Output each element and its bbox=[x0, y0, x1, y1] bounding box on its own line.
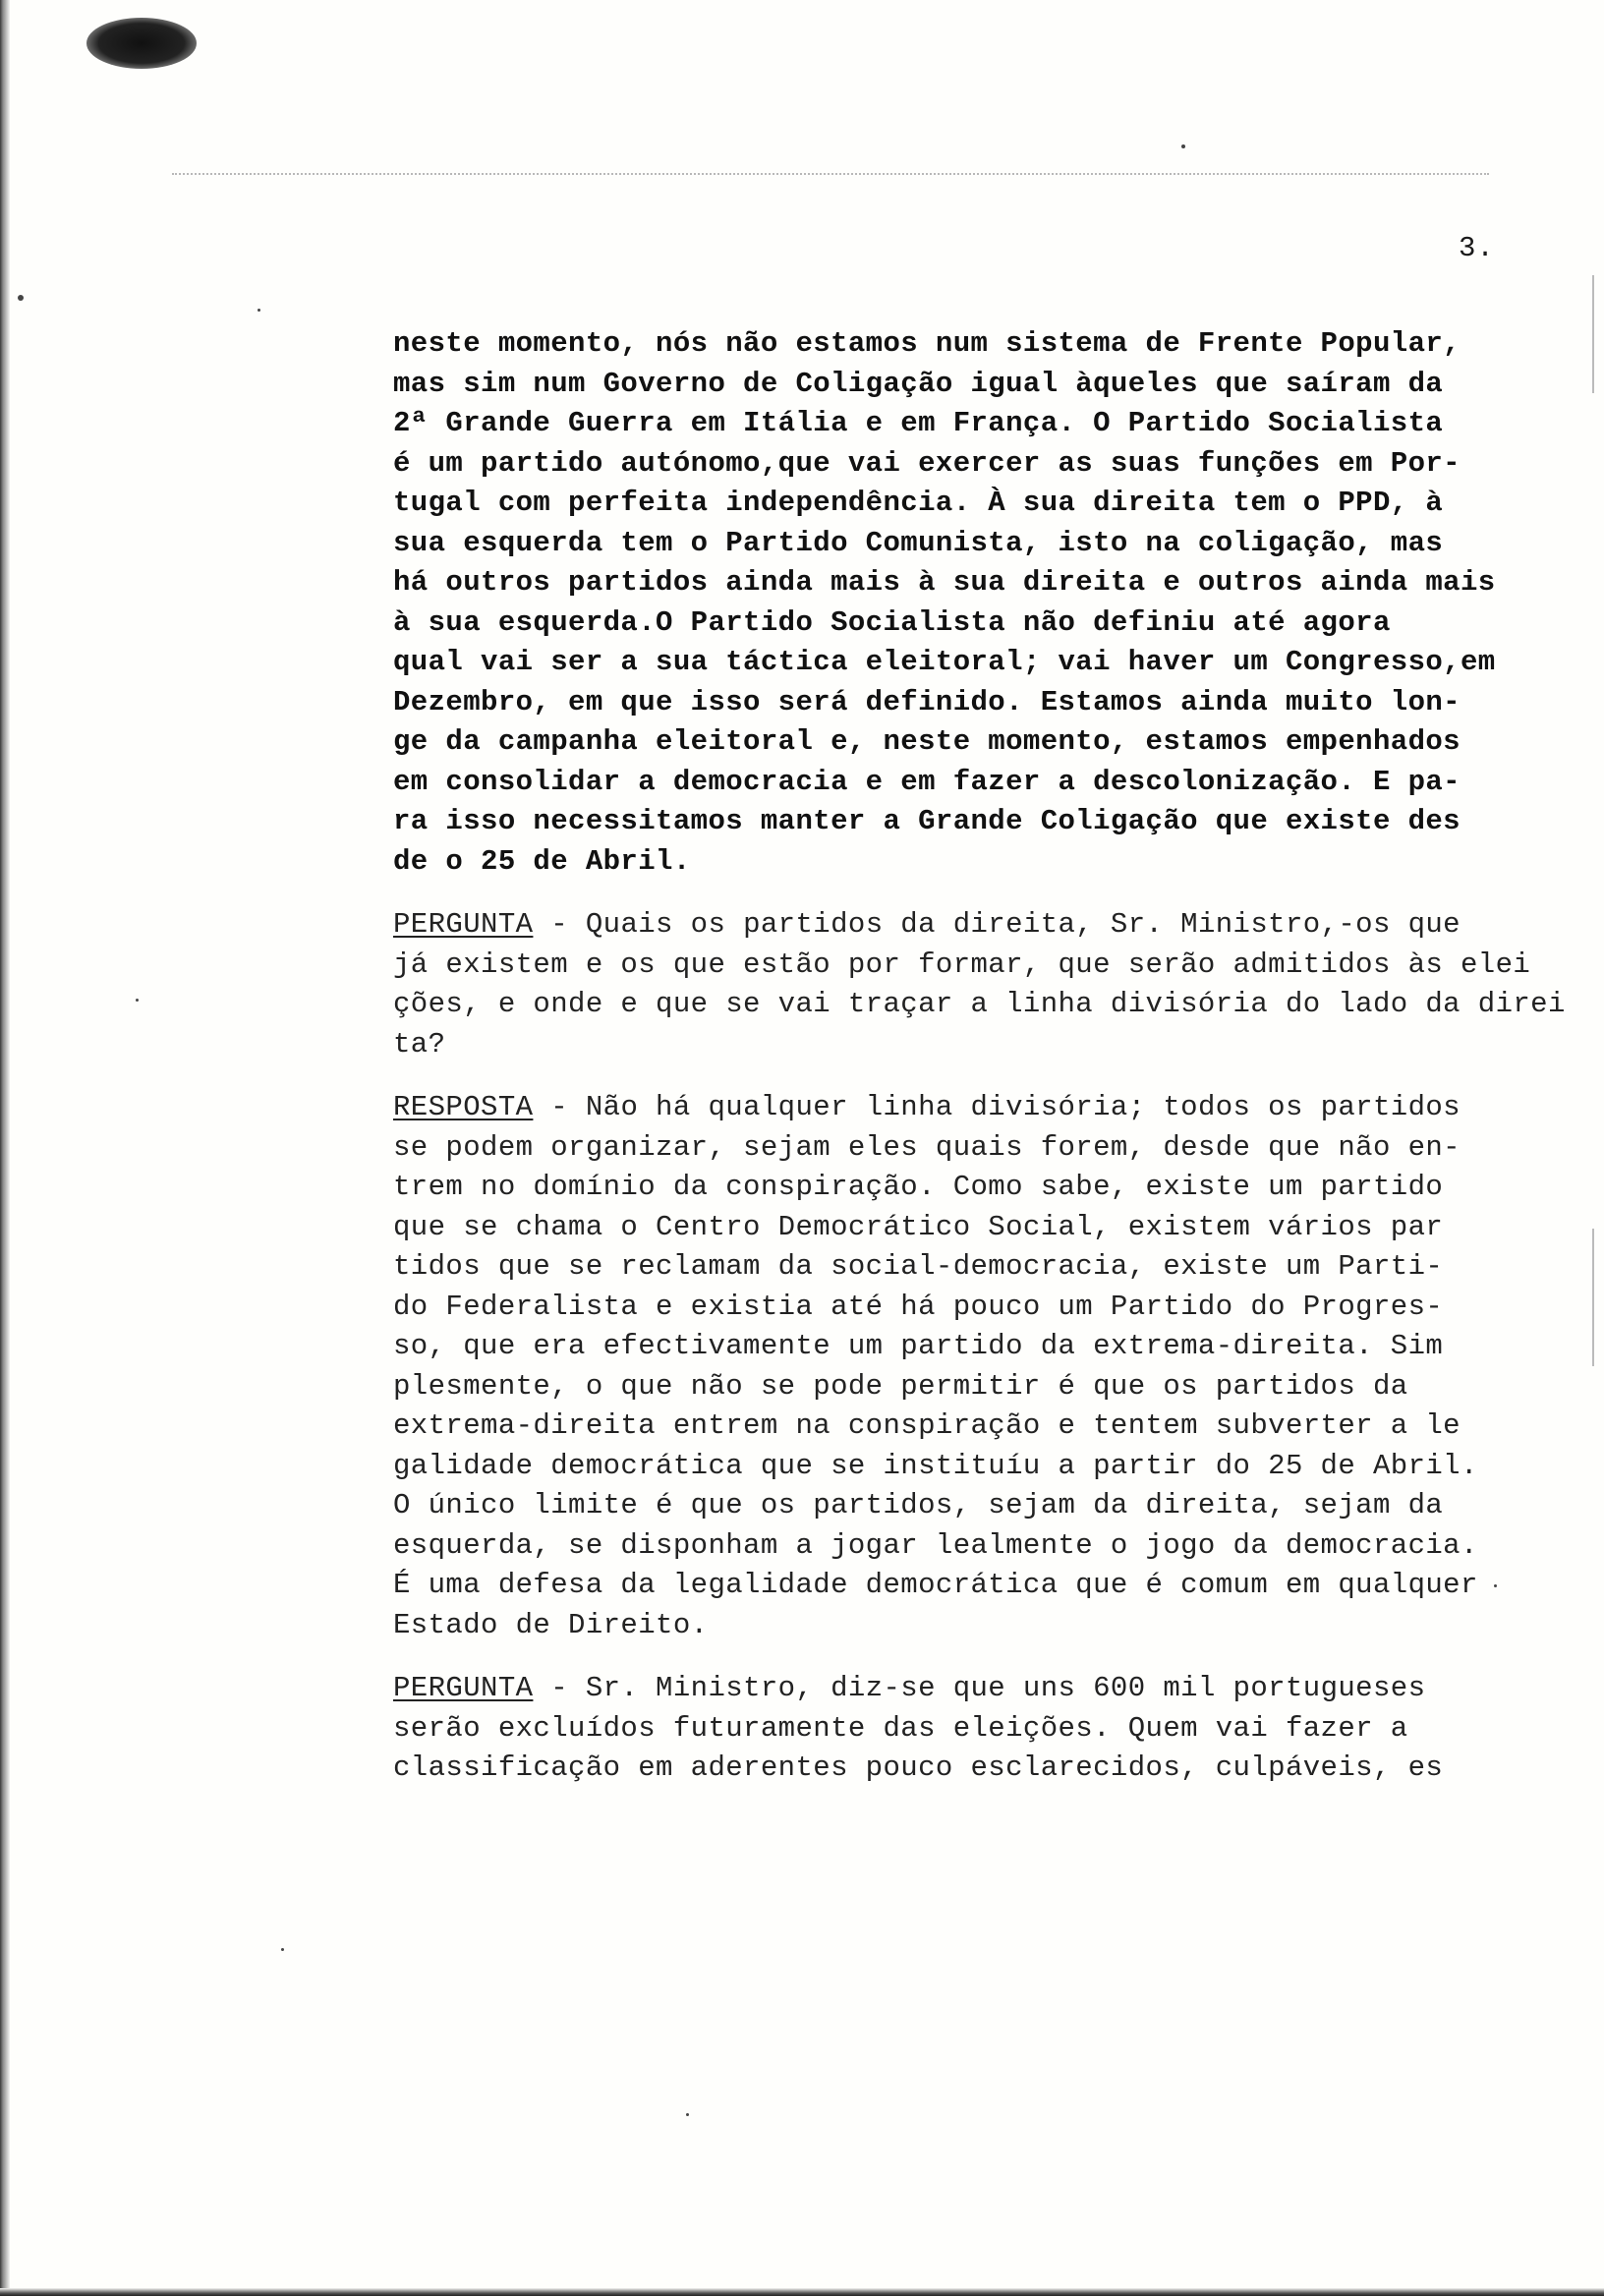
faint-rule bbox=[172, 173, 1489, 175]
text-line bbox=[393, 524, 1504, 564]
speaker-label: RESPOSTA bbox=[393, 1091, 534, 1123]
text-line bbox=[393, 324, 1504, 365]
paragraph bbox=[393, 1088, 1504, 1645]
text-line bbox=[393, 404, 1504, 444]
scan-edge-bottom bbox=[0, 2288, 1604, 2296]
line-text: ções, e onde e que se vai traçar a linha divisória do lado da direi bbox=[393, 988, 1566, 1020]
line-text: - Quais os partidos da direita, Sr. Ministro,-os que bbox=[533, 908, 1461, 941]
text-line bbox=[393, 1168, 1504, 1208]
text-line bbox=[393, 643, 1504, 683]
line-text: Estado de Direito. bbox=[393, 1608, 709, 1641]
speaker-label: PERGUNTA bbox=[393, 908, 534, 941]
line-text: em consolidar a democracia e em fazer a descolonização. E pa- bbox=[393, 765, 1461, 798]
line-text: ge da campanha eleitoral e, neste momento, estamos empenhados bbox=[393, 725, 1461, 758]
text-line bbox=[393, 946, 1531, 986]
text-line bbox=[393, 1447, 1504, 1487]
line-text: sua esquerda tem o Partido Comunista, isto na coligação, mas bbox=[393, 526, 1444, 559]
line-text: de o 25 de Abril. bbox=[393, 844, 691, 878]
text-line bbox=[393, 1566, 1504, 1606]
scan-mark-right bbox=[1592, 275, 1594, 393]
scan-edge-left bbox=[0, 0, 10, 2296]
line-text: mas sim num Governo de Coligação igual àqueles que saíram da bbox=[393, 367, 1444, 400]
line-text: esquerda, se disponham a jogar lealmente o jogo da democracia. bbox=[393, 1528, 1478, 1562]
line-text: já existem e os que estão por formar, que serão admitidos às elei bbox=[393, 947, 1531, 981]
text-line bbox=[393, 365, 1504, 405]
ink-speck bbox=[136, 999, 139, 1002]
line-text: qual vai ser a sua táctica eleitoral; vai haver um Congresso,em bbox=[393, 646, 1496, 678]
text-line bbox=[393, 1327, 1504, 1367]
text-line bbox=[393, 603, 1504, 644]
text-line bbox=[393, 1669, 1504, 1709]
line-text: trem no domínio da conspiração. Como sabe, existe um partido bbox=[393, 1171, 1444, 1203]
text-line bbox=[393, 683, 1504, 723]
text-line bbox=[393, 1128, 1504, 1169]
speaker-label: PERGUNTA bbox=[393, 1672, 534, 1704]
text-line bbox=[393, 563, 1504, 603]
ink-speck bbox=[281, 1948, 284, 1951]
line-text: - Sr. Ministro, diz-se que uns 600 mil portugueses bbox=[533, 1672, 1426, 1704]
paragraph bbox=[393, 1669, 1504, 1789]
text-line bbox=[393, 1025, 1504, 1065]
text-line bbox=[393, 1709, 1504, 1750]
text-line bbox=[393, 1208, 1504, 1248]
line-text: ta? bbox=[393, 1027, 446, 1061]
line-text: ra isso necessitamos manter a Grande Coligação que existe des bbox=[393, 805, 1461, 837]
scan-mark-right bbox=[1592, 1229, 1594, 1366]
line-text: classificação em aderentes pouco esclarecidos, culpáveis, es bbox=[393, 1751, 1444, 1784]
text-line bbox=[393, 802, 1504, 842]
paragraph bbox=[393, 324, 1504, 882]
ink-speck bbox=[18, 295, 24, 301]
text-line bbox=[393, 1486, 1504, 1526]
line-text: é um partido autónomo,que vai exercer as suas funções em Por- bbox=[393, 446, 1461, 480]
line-text: tugal com perfeita independência. À sua direita tem o PPD, à bbox=[393, 487, 1444, 519]
body-text bbox=[393, 324, 1566, 1812]
paragraph bbox=[393, 905, 1566, 1064]
text-line bbox=[393, 1088, 1504, 1128]
line-text: que se chama o Centro Democrático Social, existem vários par bbox=[393, 1210, 1444, 1243]
line-text: à sua esquerda.O Partido Socialista não definiu até agora bbox=[393, 605, 1391, 639]
line-text: do Federalista e existia até há pouco um Partido do Progres- bbox=[393, 1290, 1444, 1323]
line-text: O único limite é que os partidos, sejam da direita, sejam da bbox=[393, 1489, 1444, 1521]
line-text: Dezembro, em que isso será definido. Estamos ainda muito lon- bbox=[393, 685, 1461, 718]
ink-speck bbox=[258, 309, 260, 312]
text-line bbox=[393, 1367, 1504, 1407]
text-line bbox=[393, 1606, 1504, 1646]
text-line bbox=[393, 1288, 1504, 1328]
line-text: se podem organizar, sejam eles quais forem, desde que não en- bbox=[393, 1130, 1461, 1164]
line-text: so, que era efectivamente um partido da extrema-direita. Sim bbox=[393, 1330, 1444, 1362]
line-text: plesmente, o que não se pode permitir é que os partidos da bbox=[393, 1369, 1408, 1403]
text-line bbox=[393, 1526, 1504, 1567]
text-line bbox=[393, 1247, 1504, 1288]
text-line bbox=[393, 444, 1504, 485]
text-line bbox=[393, 905, 1504, 946]
ink-speck bbox=[686, 2113, 689, 2116]
ink-speck bbox=[1181, 144, 1185, 148]
line-text: - Não há qualquer linha divisória; todos os partidos bbox=[533, 1091, 1461, 1123]
text-line bbox=[393, 985, 1566, 1025]
line-text: É uma defesa da legalidade democrática que é comum em qualquer bbox=[393, 1569, 1478, 1601]
text-line bbox=[393, 763, 1504, 803]
text-line bbox=[393, 722, 1504, 763]
line-text: neste momento, nós não estamos num sistema de Frente Popular, bbox=[393, 327, 1461, 360]
text-line bbox=[393, 1406, 1504, 1447]
line-text: tidos que se reclamam da social-democracia, existe um Parti- bbox=[393, 1250, 1444, 1283]
line-text: galidade democrática que se instituíu a partir do 25 de Abril. bbox=[393, 1449, 1478, 1482]
line-text: há outros partidos ainda mais à sua direita e outros ainda mais bbox=[393, 566, 1496, 599]
hole-punch-mark bbox=[86, 18, 197, 69]
line-text: extrema-direita entrem na conspiração e tentem subverter a le bbox=[393, 1409, 1461, 1442]
text-line bbox=[393, 484, 1504, 524]
page-number: 3. bbox=[1459, 232, 1495, 264]
text-line bbox=[393, 1749, 1504, 1789]
line-text: serão excluídos futuramente das eleições. Quem vai fazer a bbox=[393, 1711, 1408, 1745]
line-text: 2ª Grande Guerra em Itália e em França. O Partido Socialista bbox=[393, 407, 1444, 439]
text-line bbox=[393, 842, 1504, 883]
